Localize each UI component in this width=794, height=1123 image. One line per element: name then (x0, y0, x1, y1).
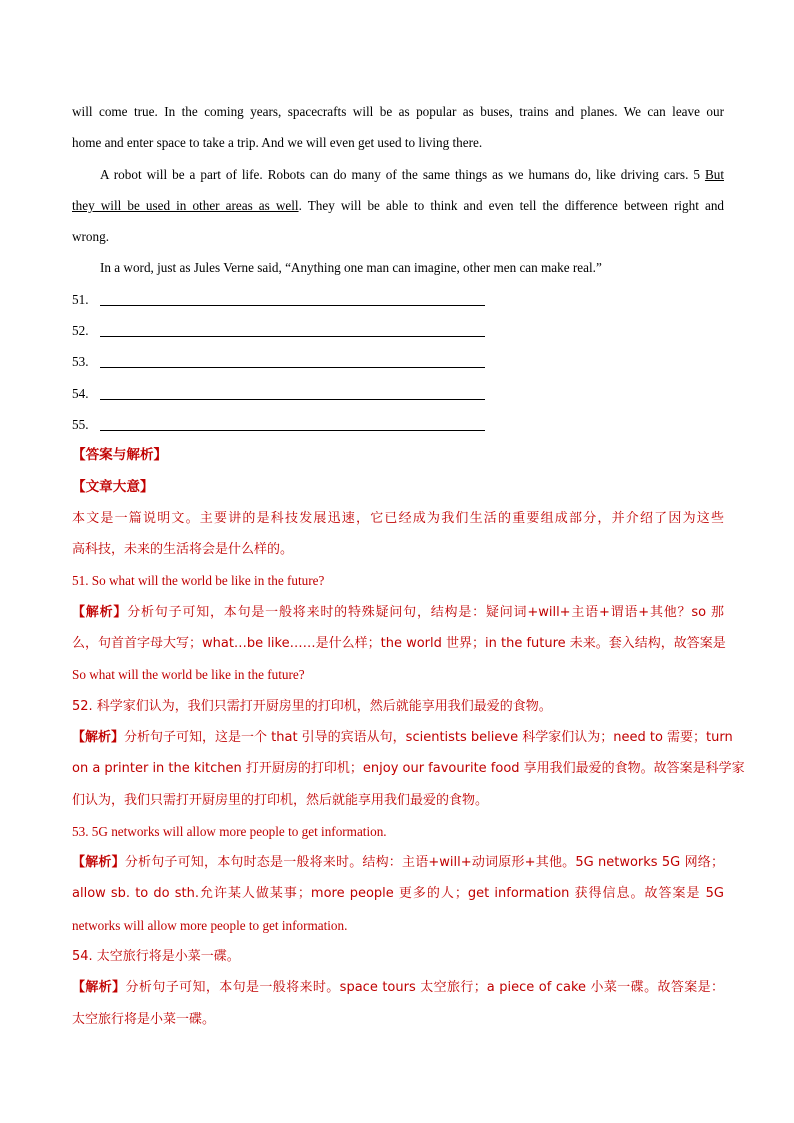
answer-51: 51. So what will the world be like in the future? (72, 573, 325, 589)
document-page (72, 96, 745, 1035)
passage-p3-line1: In a word, just as Jules Verne said, “Anything one man can imagine, other men can make real.” (100, 260, 602, 276)
blank-number: 55. (72, 416, 89, 432)
analysis-52-line2: on a printer in the kitchen 打开厨房的打印机；enjoy our favourite food 享用我们最爱的食物。故答案是科学家 (72, 761, 745, 777)
analysis-52-line1 (72, 722, 733, 753)
blank-number: 54. (72, 385, 89, 401)
passage-p2-text: A robot will be a part of life. Robots can do many of the same things as we humans do, like driving cars. 5 (100, 166, 705, 182)
analysis-52-line3: 们认为，我们只需打开厨房里的打印机，然后就能享用我们最爱的食物。 (72, 792, 489, 808)
underlined-sentence-5a: But (704, 166, 724, 182)
blank-line (100, 430, 485, 431)
answer-blank-55 (72, 409, 724, 440)
blank-line (100, 336, 485, 337)
blank-number: 53. (72, 354, 89, 370)
blank-number: 51. (72, 291, 89, 307)
summary-line1: 本文是一篇说明文。主要讲的是科技发展迅速，它已经成为我们生活的重要组成部分，并介绍了因为这些 (72, 510, 724, 526)
blank-line (100, 367, 485, 368)
analysis-51-line1 (72, 597, 724, 628)
answer-section-header: 【答案与解析】 (72, 447, 168, 464)
answer-blank-53 (72, 346, 724, 377)
answer-blank-54 (72, 378, 724, 409)
passage-p2-line3: wrong. (72, 229, 109, 245)
analysis-label: 【解析】 (72, 729, 125, 745)
answer-blank-52 (72, 315, 724, 346)
analysis-text: 分析句子可知，本句时态是一般将来时。结构：主语+will+动词原形+其他。5G networks 5G 网络； (124, 855, 724, 871)
passage-p2-text-cont: . They will be able to think and even tell the difference between right and (298, 197, 725, 213)
analysis-54-line1 (72, 972, 724, 1003)
analysis-53-line2: allow sb. to do sth.允许某人做某事；more people 更多的人；get information 获得信息。故答案是 5G (72, 886, 724, 902)
analysis-53-line3: networks will allow more people to get information. (72, 917, 348, 933)
analysis-51-line2: 么，句首首字母大写；what…be like……是什么样；the world 世界；in the future 未来。套入结构，故答案是 (72, 636, 726, 652)
analysis-text: 分析句子可知，本句是一般将来时。space tours 太空旅行；a piece of cake 小菜一碟。故答案是： (125, 980, 724, 996)
analysis-text: 分析句子可知，本句是一般将来时的特殊疑问句，结构是：疑问词+will+主语+谓语+其他？so 那 (127, 604, 724, 620)
blank-line (100, 305, 485, 306)
passage-p1-line1: will come true. In the coming years, spacecrafts will be as popular as buses, trains and planes. We can leave our (72, 104, 724, 119)
answer-53: 53. 5G networks will allow more people to get information. (72, 823, 387, 839)
summary-line2: 高科技，未来的生活将会是什么样的。 (72, 542, 294, 558)
analysis-53-line1 (72, 847, 724, 878)
passage-p2-line2 (72, 190, 724, 221)
answer-52: 52. 科学家们认为，我们只需打开厨房里的打印机，然后就能享用我们最爱的食物。 (72, 698, 552, 714)
passage-p2-line1 (72, 159, 724, 190)
answer-54: 54. 太空旅行将是小菜一碟。 (72, 949, 240, 965)
answer-blank-51 (72, 284, 724, 315)
passage-p1-line2: home and enter space to take a trip. And we will even get used to living there. (72, 135, 483, 151)
analysis-label: 【解析】 (72, 855, 125, 871)
analysis-54-line2: 太空旅行将是小菜一碟。 (72, 1011, 216, 1027)
blank-number: 52. (72, 323, 89, 339)
blank-line (100, 399, 485, 400)
underlined-sentence-5b: they will be used in other areas as well (72, 197, 299, 213)
analysis-text: 分析句子可知，这是一个 that 引导的宾语从句，scientists believe 科学家们认为；need to 需要；turn (124, 729, 733, 745)
analysis-label: 【解析】 (72, 604, 128, 620)
analysis-51-line3: So what will the world be like in the future? (72, 667, 305, 683)
summary-header: 【文章大意】 (72, 478, 154, 495)
analysis-label: 【解析】 (72, 980, 126, 996)
